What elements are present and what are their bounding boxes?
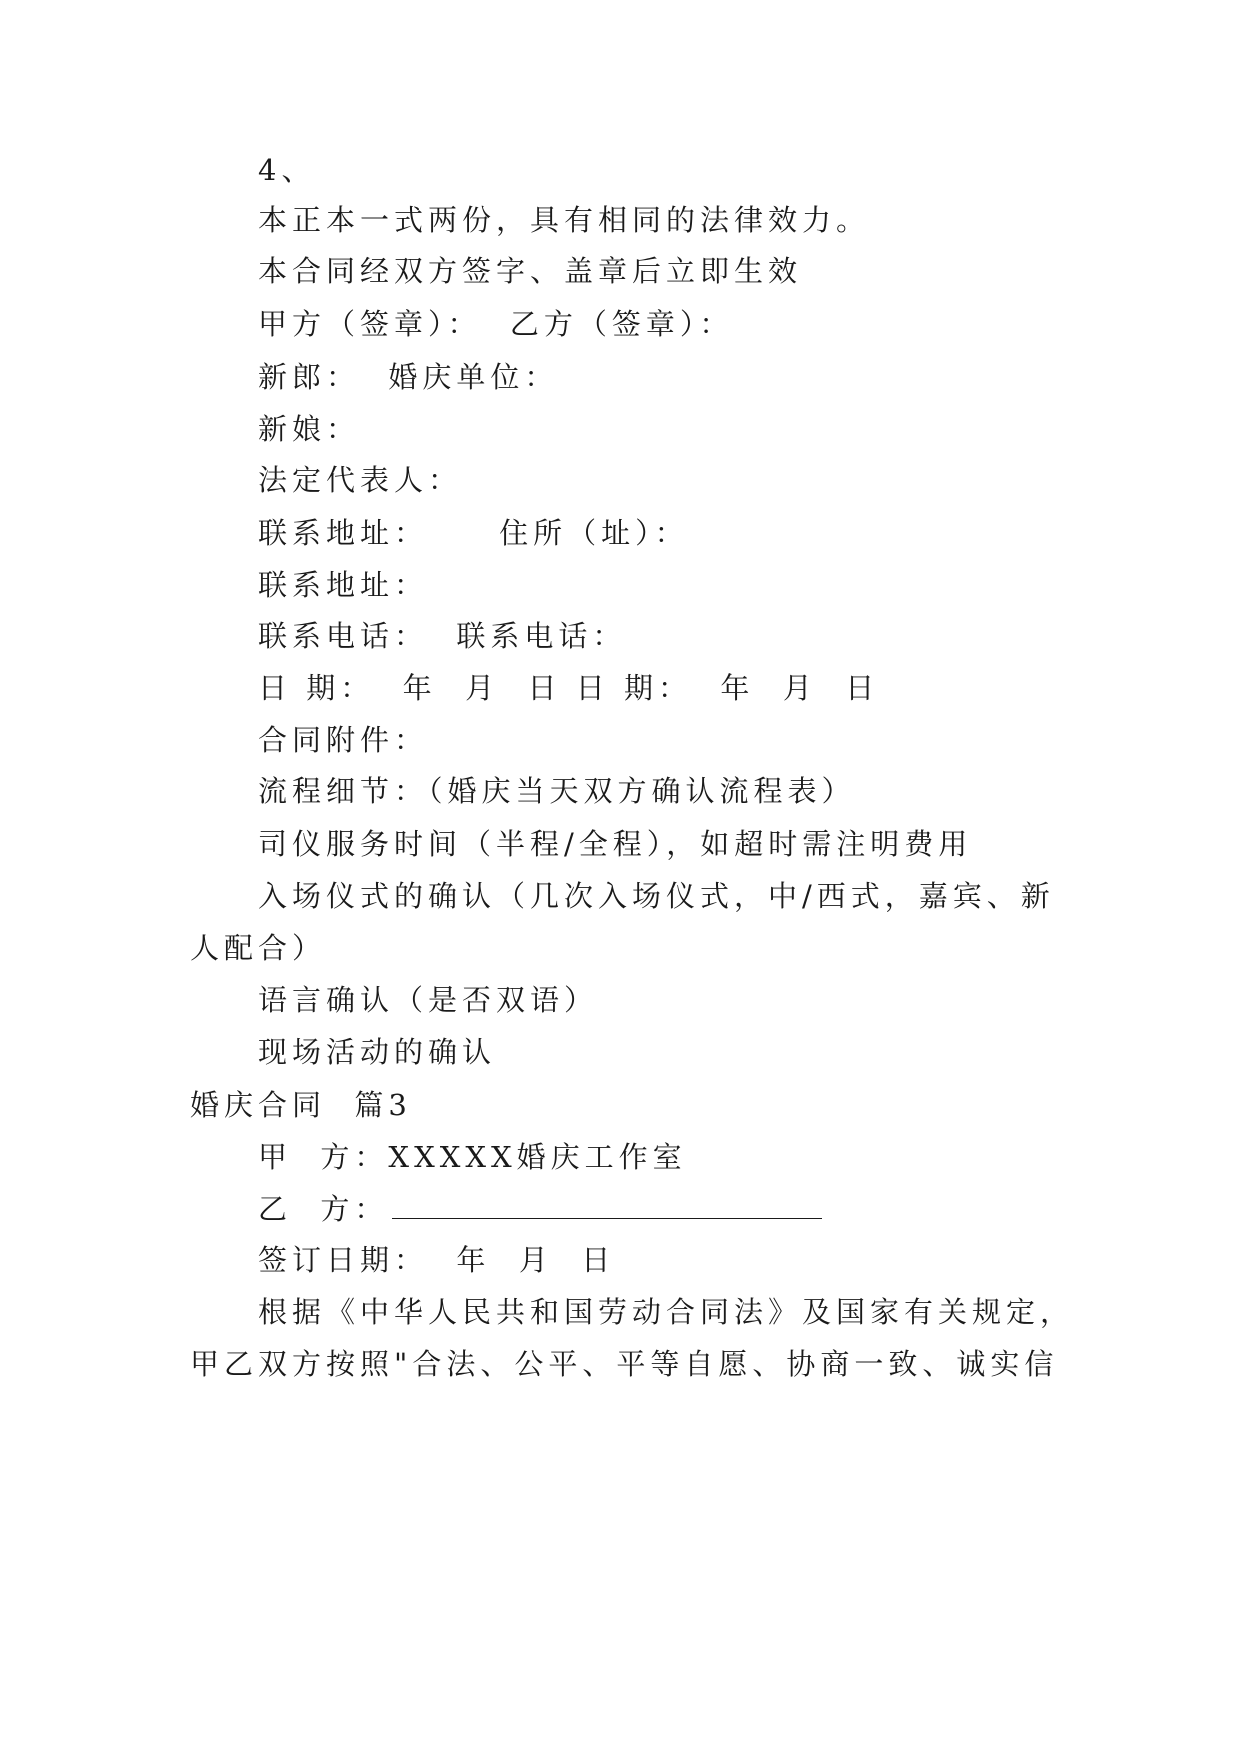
sign-date-line: 签订日期： 年 月 日 <box>258 1243 616 1277</box>
clause-number: 4、 <box>258 153 316 187</box>
groom-line: 新郎： 婚庆单位： <box>258 360 559 394</box>
attachment-heading: 合同附件： <box>258 723 429 757</box>
entrance-ceremony-line-cont: 人配合） <box>190 931 327 965</box>
principle-line: 甲乙双方按照"合法、公平、平等自愿、协商一致、诚实信 <box>190 1347 1059 1381</box>
date-line: 日 期： 年 月 日 日 期： 年 月 日 <box>258 671 880 705</box>
phone-line: 联系电话： 联系电话： <box>258 619 627 653</box>
onsite-activity-line: 现场活动的确认 <box>258 1035 497 1069</box>
signature-parties-line: 甲方（签章）： 乙方（签章）： <box>258 307 734 341</box>
host-time-line: 司仪服务时间（半程/全程），如超时需注明费用 <box>258 827 973 861</box>
party-a-line: 甲 方：XXXXX婚庆工作室 <box>258 1140 687 1174</box>
party-b-label: 乙 方： <box>258 1192 389 1226</box>
copies-clause: 本正本一式两份，具有相同的法律效力。 <box>258 203 871 237</box>
address-line: 联系地址： 住所（址）： <box>258 516 689 550</box>
party-b-line <box>258 1189 822 1229</box>
effective-clause: 本合同经双方签字、盖章后立即生效 <box>258 254 803 288</box>
bride-line: 新娘： <box>258 412 361 446</box>
legal-rep-line: 法定代表人： <box>258 463 463 497</box>
process-detail-line: 流程细节：（婚庆当天双方确认流程表） <box>258 774 856 808</box>
basis-line: 根据《中华人民共和国劳动合同法》及国家有关规定， <box>258 1295 1075 1329</box>
section-heading: 婚庆合同 篇3 <box>190 1088 412 1122</box>
party-b-blank <box>392 1192 822 1219</box>
entrance-ceremony-line: 入场仪式的确认（几次入场仪式，中/西式，嘉宾、新 <box>258 879 1055 913</box>
address-line-2: 联系地址： <box>258 568 429 602</box>
language-line: 语言确认（是否双语） <box>258 983 599 1017</box>
